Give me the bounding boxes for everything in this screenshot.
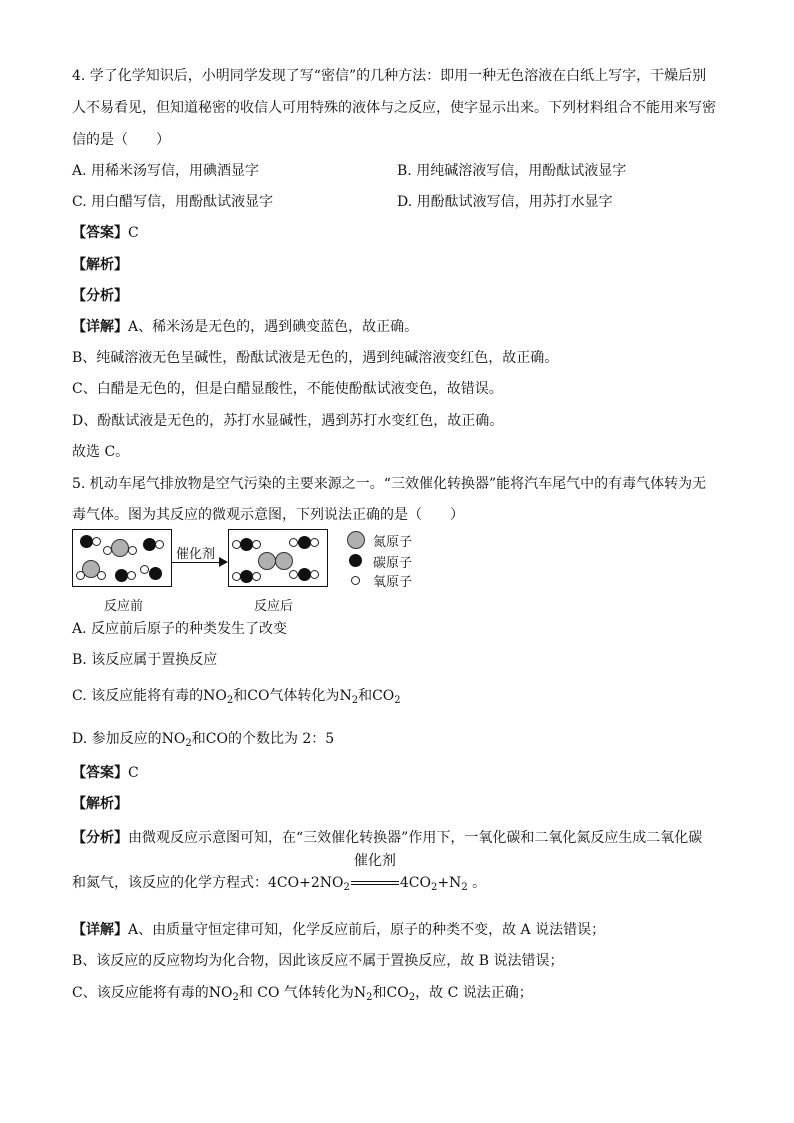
oxygen-atom <box>97 571 106 580</box>
nitrogen-atom <box>111 539 129 557</box>
answer-tag: 【答案】 <box>72 765 128 781</box>
analysis-text-2: 和氮气，该反应的化学方程式： <box>72 875 268 891</box>
option-c-text-2: 气体转化为 <box>269 688 340 704</box>
q4-option-c: C. 用白醋写信，用酚酞试液显字 <box>72 194 274 210</box>
q5-analysis-line-1 <box>72 828 702 848</box>
oxygen-atom <box>128 546 137 555</box>
carbon-atom <box>149 567 162 580</box>
q4-option-a: A. 用稀米汤写信，用碘酒显字 <box>72 163 260 179</box>
q5-option-c: C. 该反应能将有毒的$NO_2$和CO气体转化为$N_2$和$CO_2$ <box>72 688 401 706</box>
detail-c-and: 和 <box>372 985 387 1001</box>
option-d-ratio: 的个数比为 2：5 <box>227 731 335 747</box>
legend-carbon-icon <box>349 554 362 567</box>
q4-answer <box>72 223 139 243</box>
q4-detail-d: D、酚酞试液是无色的，苏打水显碱性，遇到苏打水变红色，故正确。 <box>72 413 504 429</box>
equation-condition: 催化剂 <box>353 853 396 869</box>
detail-text: A、稀米汤是无色的，遇到碘变蓝色，故正确。 <box>128 319 419 335</box>
legend-oxygen-icon <box>351 576 360 585</box>
legend-nitrogen-label: 氮原子 <box>373 535 413 550</box>
q4-fenxi-tag: 【分析】 <box>72 288 128 304</box>
detail-c-text-3: ，故 C 说法正确； <box>415 985 533 1001</box>
q5-detail-c: C、该反应能将有毒的$NO_2$和 CO 气体转化为$N_2$和$CO_2$，故 C 说法正确； <box>72 985 533 1003</box>
analysis-tag: 【分析】 <box>72 830 128 846</box>
oxygen-atom <box>310 538 319 547</box>
oxygen-atom <box>289 570 298 579</box>
option-c-and: 和 <box>233 688 248 704</box>
answer-value: C <box>128 225 139 241</box>
nitrogen-atom <box>258 552 276 570</box>
answer-tag: 【答案】 <box>72 225 128 241</box>
legend-carbon-label: 碳原子 <box>373 556 413 571</box>
q4-option-b: B. 用纯碱溶液写信，用酚酞试液显字 <box>397 163 627 179</box>
catalyst-label: 催化剂 <box>176 547 216 562</box>
detail-tag: 【详解】 <box>72 922 128 938</box>
oxygen-atom <box>127 571 136 580</box>
reaction-arrow <box>172 562 220 563</box>
q5-detail-b: B、该反应的反应物均为化合物，因此该反应不属于置换反应，故 B 说法错误； <box>72 953 564 969</box>
answer-value: C <box>128 765 139 781</box>
detail-text: A、由质量守恒定律可知，化学反应前后，原子的种类不变，故 A 说法错误； <box>128 922 606 938</box>
nitrogen-atom <box>275 552 293 570</box>
detail-c-text: C、该反应能将有毒的 <box>72 985 209 1001</box>
before-box <box>72 529 172 587</box>
equation-arrow <box>350 853 400 893</box>
legend-oxygen-label: 氧原子 <box>373 575 413 590</box>
oxygen-atom <box>252 540 261 549</box>
oxygen-atom <box>92 537 101 546</box>
q4-stem-line-2: 人不易看见，但知道秘密的收信人可用特殊的液体与之反应，使字显示出来。下列材料组合不能用来写密 <box>72 100 716 116</box>
before-caption: 反应前 <box>104 599 144 614</box>
after-box <box>228 529 328 587</box>
q5-analysis-line-2: 和氮气，该反应的化学方程式：$4CO+2NO_2$ 催化剂 $4CO_2+N_2$ 。 <box>72 853 487 893</box>
q5-stem-line-2: 毒气体。图为其反应的微观示意图，下列说法正确的是（ ） <box>72 507 464 523</box>
q4-stem-line-3: 信的是（ ） <box>72 132 170 148</box>
q4-stem-line-1: 4. 学了化学知识后，小明同学发现了写“密信”的几种方法：即用一种无色溶液在白纸上写字，干燥后别 <box>72 68 707 84</box>
reaction-diagram <box>72 529 432 615</box>
option-d-text: D. 参加反应的 <box>72 731 162 747</box>
analysis-text: 由微观反应示意图可知，在“三效催化转换器”作用下，一氧化碳和二氧化氮反应生成二氧化碳 <box>128 830 703 846</box>
q5-option-b: B. 该反应属于置换反应 <box>72 652 218 668</box>
after-caption: 反应后 <box>254 599 294 614</box>
oxygen-atom <box>76 571 85 580</box>
detail-c-text-2: 和 CO 气体转化为 <box>238 985 354 1001</box>
q4-detail-c: C、白醋是无色的，但是白醋显酸性，不能使酚酞试液变色，故错误。 <box>72 381 503 397</box>
option-c-and-2: 和 <box>358 688 373 704</box>
option-d-and: 和 <box>191 731 206 747</box>
oxygen-atom <box>252 572 261 581</box>
oxygen-atom <box>289 538 298 547</box>
q5-stem-line-1: 5. 机动车尾气排放物是空气污染的主要来源之一。“三效催化转换器”能将汽车尾气中的有毒气体转为无 <box>72 476 707 492</box>
oxygen-atom <box>155 540 164 549</box>
legend-nitrogen-icon <box>347 531 365 549</box>
q4-detail-a <box>72 317 418 337</box>
q5-detail-a <box>72 920 605 940</box>
oxygen-atom <box>310 570 319 579</box>
q4-detail-b: B、纯碱溶液无色呈碱性，酚酞试液是无色的，遇到纯碱溶液变红色，故正确。 <box>72 350 559 366</box>
option-c-text: C. 该反应能将有毒的 <box>72 688 204 704</box>
q5-answer <box>72 763 139 783</box>
q4-jiexi-tag: 【解析】 <box>72 257 128 273</box>
q5-option-a: A. 反应前后原子的种类发生了改变 <box>72 621 288 637</box>
q5-jiexi-tag: 【解析】 <box>72 796 128 812</box>
arrow-head <box>219 557 228 567</box>
q4-conclusion: 故选 C。 <box>72 444 130 460</box>
detail-tag: 【详解】 <box>72 319 128 335</box>
oxygen-atom <box>140 565 149 574</box>
q5-option-d: D. 参加反应的$NO_2$和CO的个数比为 2：5 <box>72 731 335 749</box>
q4-option-d: D. 用酚酞试液写信，用苏打水显字 <box>397 194 613 210</box>
